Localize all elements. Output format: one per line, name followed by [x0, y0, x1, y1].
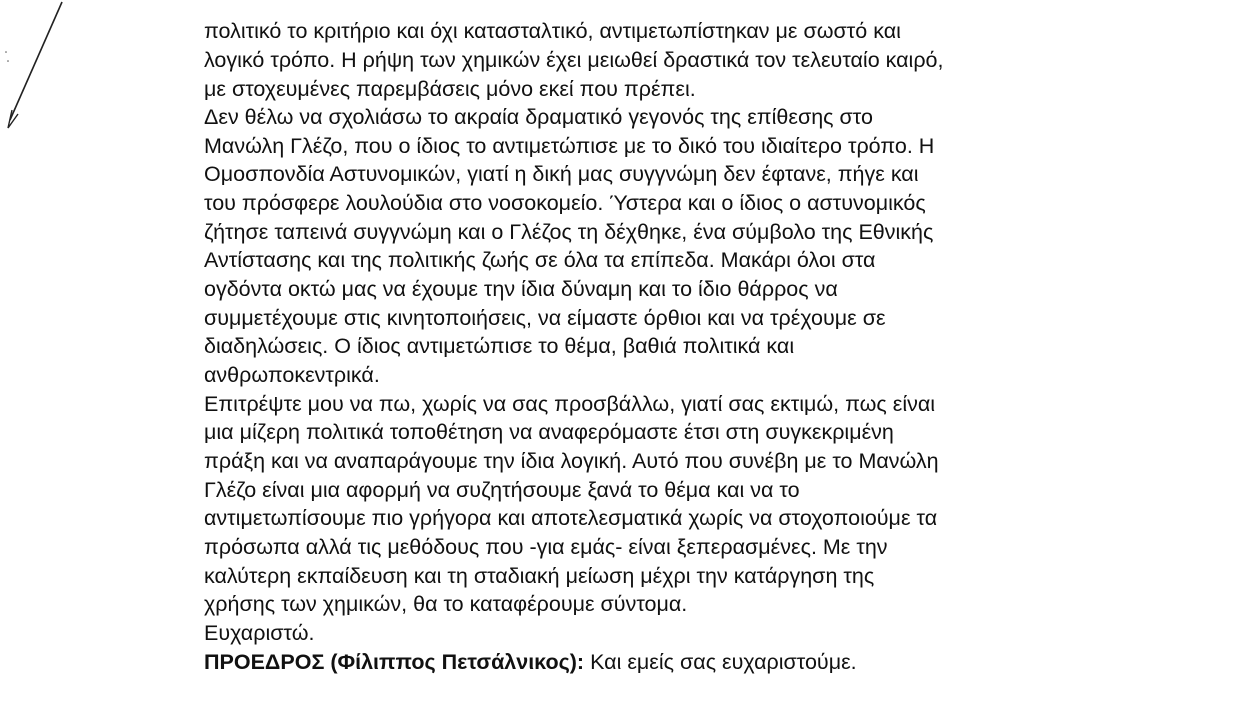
text-line: Ομοσπονδία Αστυνομικών, γιατί η δική μας συγγνώμη δεν έφτανε, πήγε και	[204, 162, 919, 186]
text-line: χρήσης των χημικών, θα το καταφέρουμε σύντομα.	[204, 592, 688, 616]
text-line: Μανώλη Γλέζο, που ο ίδιος το αντιμετώπισε με το δικό του ιδιαίτερο τρόπο. Η	[204, 134, 935, 158]
text-line: καλύτερη εκπαίδευση και τη σταδιακή μείωση μέχρι την κατάργηση της	[204, 564, 875, 588]
text-line: πρόσωπα αλλά τις μεθόδους που -για εμάς- είναι ξεπερασμένες. Με την	[204, 535, 888, 559]
text-line: με στοχευμένες παρεμβάσεις μόνο εκεί που πρέπει.	[204, 77, 696, 101]
text-line: μια μίζερη πολιτικά τοποθέτηση να αναφερόμαστε έτσι στη συγκεκριμένη	[204, 420, 894, 444]
text-line: ανθρωποκεντρικά.	[204, 363, 380, 387]
text-line: διαδηλώσεις. Ο ίδιος αντιμετώπισε το θέμα, βαθιά πολιτικά και	[204, 334, 795, 358]
margin-pen-stroke	[0, 0, 80, 140]
text-line: Δεν θέλω να σχολιάσω το ακραία δραματικό γεγονός της επίθεσης στο	[204, 105, 873, 129]
text-line: πολιτικό το κριτήριο και όχι κατασταλτικό, αντιμετωπίστηκαν με σωστό και	[204, 19, 901, 43]
text-line: λογικό τρόπο. Η ρήψη των χημικών έχει μειωθεί δραστικά τον τελευταίο καιρό,	[204, 48, 944, 72]
text-line: αντιμετωπίσουμε πιο γρήγορα και αποτελεσματικά χωρίς να στοχοποιούμε τα	[204, 506, 938, 530]
text-line: Γλέζο είναι μια αφορμή να συζητήσουμε ξανά το θέμα και να το	[204, 478, 800, 502]
text-line: Αντίστασης και της πολιτικής ζωής σε όλα τα επίπεδα. Μακάρι όλοι στα	[204, 248, 876, 272]
text-line: Ευχαριστώ.	[204, 621, 315, 645]
text-line: ογδόντα οκτώ μας να έχουμε την ίδια δύναμη και το ίδιο θάρρος να	[204, 277, 838, 301]
text-line: του πρόσφερε λουλούδια στο νοσοκομείο. Ύστερα και ο ίδιος ο αστυνομικός	[204, 191, 926, 215]
text-line: Επιτρέψτε μου να πω, χωρίς να σας προσβάλλω, γιατί σας εκτιμώ, πως είναι	[204, 392, 936, 416]
speaker-text: Και εμείς σας ευχαριστούμε.	[584, 650, 857, 674]
speaker-line	[204, 648, 857, 676]
text-line: συμμετέχουμε στις κινητοποιήσεις, να είμαστε όρθιοι και να τρέχουμε σε	[204, 306, 886, 330]
text-line: ζήτησε ταπεινά συγγνώμη και ο Γλέζος τη δέχθηκε, ένα σύμβολο της Εθνικής	[204, 220, 934, 244]
text-line: πράξη και να αναπαράγουμε την ίδια λογική. Αυτό που συνέβη με το Μανώλη	[204, 449, 939, 473]
speaker-name: ΠΡΟΕΔΡΟΣ (Φίλιππος Πετσάλνικος):	[204, 650, 585, 674]
